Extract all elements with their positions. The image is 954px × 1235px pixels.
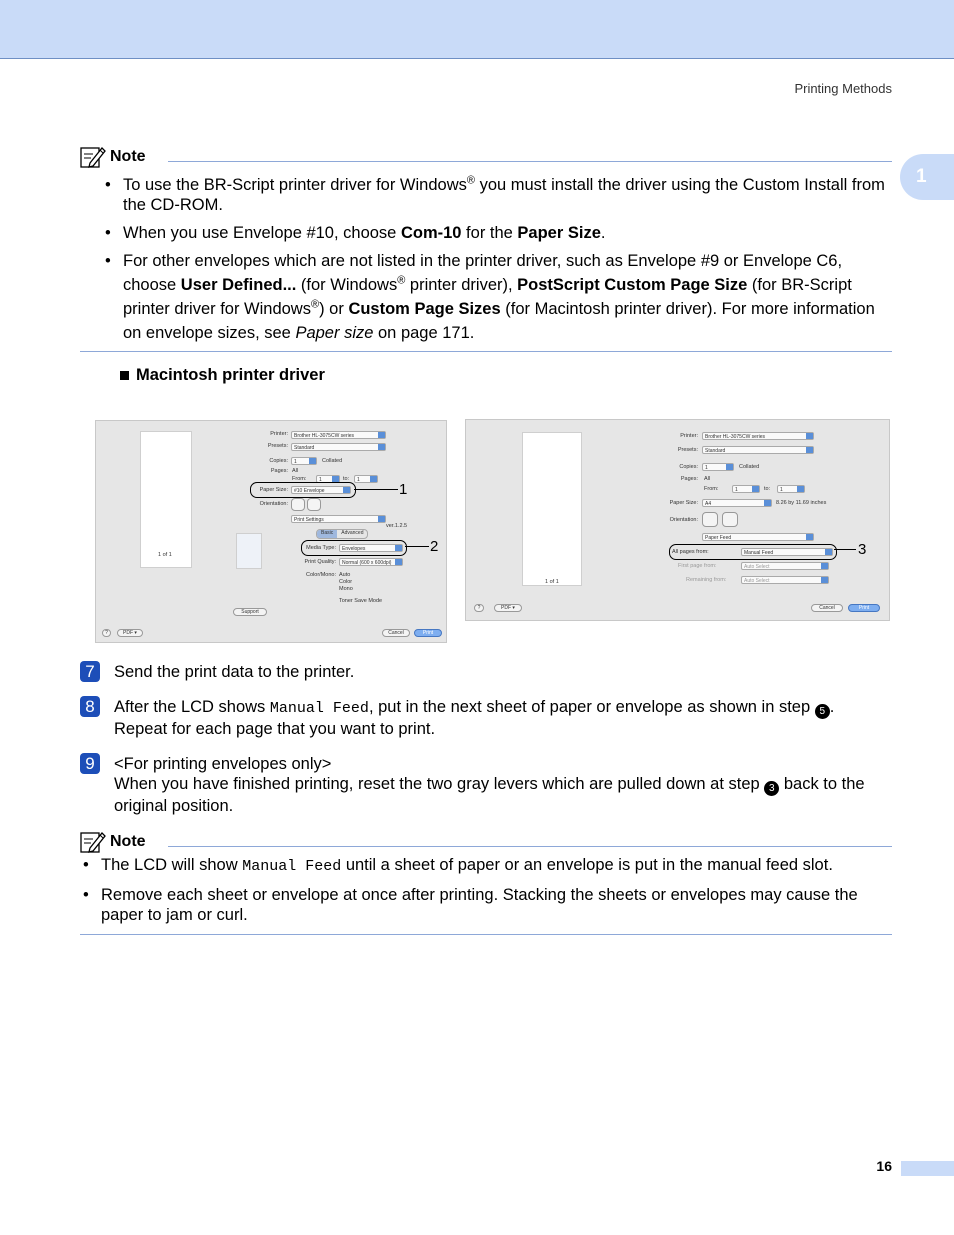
note-item: • To use the BR-Script printer driver for Windows® you must install the driver using the Custom Install from the CD-ROM. bbox=[103, 175, 893, 215]
panel-select[interactable]: Paper Feed bbox=[702, 533, 814, 541]
remaining-from-select[interactable]: Auto Select bbox=[741, 576, 829, 584]
support-button[interactable]: Support bbox=[233, 608, 267, 616]
print-button[interactable]: Print bbox=[848, 604, 880, 612]
note-list bbox=[81, 855, 893, 933]
step-9: 9 <For printing envelopes only> When you have finished printing, reset the two gray levers which are pulled down at step 3 back to the original position. bbox=[80, 754, 892, 816]
page-number: 16 bbox=[876, 1158, 892, 1174]
step-number-badge: 7 bbox=[80, 661, 100, 682]
portrait-icon[interactable] bbox=[291, 498, 305, 511]
media-type-select[interactable]: Envelopes bbox=[339, 544, 403, 552]
step-number-badge: 9 bbox=[80, 753, 100, 774]
callout-line-1 bbox=[354, 489, 398, 490]
note-heading bbox=[80, 145, 146, 169]
presets-select[interactable]: Standard bbox=[291, 443, 386, 451]
printer-select[interactable]: Brother HL-3075CW series bbox=[291, 431, 386, 439]
callout-line-3 bbox=[834, 549, 856, 550]
note-item: • Remove each sheet or envelope at once after printing. Stacking the sheets or envelopes may cause the paper to jam or curl. bbox=[81, 885, 893, 925]
help-button[interactable]: ? bbox=[102, 629, 111, 637]
document-illustration-icon bbox=[236, 533, 262, 569]
copies-field[interactable]: 1 bbox=[702, 463, 734, 471]
step-8: 8 After the LCD shows Manual Feed, put in the next sheet of paper or envelope as shown in step 5 . Repeat for each page that you want to print. bbox=[80, 697, 892, 739]
note-item: • For other envelopes which are not listed in the printer driver, such as Envelope #9 or Envelope C6, choose User Defined... (for Windows® printer driver), PostScript Custom Page Size (for BR-Script printer driver for Windows®) or Custom Page Sizes (for Macintosh printer driver). For more information on envelope sizes, see Paper size on page 171. bbox=[103, 249, 893, 345]
callout-line-2 bbox=[405, 546, 429, 547]
section-title: Printing Methods bbox=[794, 81, 892, 96]
presets-select[interactable]: Standard bbox=[702, 446, 814, 454]
print-dialog-screenshot-2: Printer: Brother HL-3075CW series Presets: Standard Copies: 1 Collated Pages: All From: 1 to: 1 Paper Size: A4 8.26 by 11.69 inches Orientation: Paper Feed All pages from: Manual Feed First page from: Auto Select Remaining from: Auto Select 1 of 1 ? PDF ▾ Cancel Print bbox=[465, 419, 890, 621]
callout-number-3: 3 bbox=[858, 541, 867, 558]
note-end-rule bbox=[80, 351, 892, 352]
portrait-icon[interactable] bbox=[702, 512, 718, 527]
note-pencil-icon bbox=[80, 830, 106, 854]
from-field[interactable]: 1 bbox=[316, 475, 340, 483]
note-pencil-icon bbox=[80, 145, 106, 169]
callout-number-2: 2 bbox=[430, 538, 439, 555]
to-field[interactable]: 1 bbox=[354, 475, 378, 483]
landscape-icon[interactable] bbox=[722, 512, 738, 527]
note-item: • When you use Envelope #10, choose Com-10 for the Paper Size. bbox=[103, 223, 893, 243]
square-bullet-icon bbox=[120, 371, 129, 380]
page-number-bar bbox=[901, 1161, 954, 1176]
help-button[interactable]: ? bbox=[474, 604, 484, 612]
cancel-button[interactable]: Cancel bbox=[811, 604, 843, 612]
note-list bbox=[103, 175, 893, 353]
page-preview bbox=[522, 432, 582, 586]
first-page-from-select[interactable]: Auto Select bbox=[741, 562, 829, 570]
callout-number-1: 1 bbox=[399, 481, 408, 498]
header-band bbox=[0, 0, 954, 59]
note-item: • The LCD will show Manual Feed until a sheet of paper or an envelope is put in the manual feed slot. bbox=[81, 855, 893, 877]
printer-select[interactable]: Brother HL-3075CW series bbox=[702, 432, 814, 440]
subheading: Macintosh printer driver bbox=[120, 366, 325, 385]
note-end-rule bbox=[80, 934, 892, 935]
all-pages-from-select[interactable]: Manual Feed bbox=[741, 548, 833, 556]
landscape-icon[interactable] bbox=[307, 498, 321, 511]
page-preview bbox=[140, 431, 192, 568]
copies-field[interactable]: 1 bbox=[291, 457, 317, 465]
step-number-badge: 8 bbox=[80, 696, 100, 717]
from-field[interactable]: 1 bbox=[732, 485, 760, 493]
print-button[interactable]: Print bbox=[414, 629, 442, 637]
callout-ring-2 bbox=[301, 540, 407, 556]
note-rule bbox=[168, 846, 892, 847]
note-heading bbox=[80, 830, 146, 854]
note-label: Note bbox=[110, 148, 146, 165]
note-label: Note bbox=[110, 833, 146, 850]
print-dialog-screenshot-1: Printer: Brother HL-3075CW series Presets: Standard Copies: 1 Collated Pages: All From: 1 to: 1 Paper Size: #10 Envelope Orientation: Print Settings Basic Advanced ver.1.2.5 Media Type: Envelopes Print Quality: Normal (600 x 600dpi) Color/Mono: Auto Color Mono Toner Save Mode 1 of 1 Support ? PDF ▾ Cancel Print bbox=[95, 420, 447, 643]
step-7: 7 Send the print data to the printer. bbox=[80, 662, 892, 682]
panel-select[interactable]: Print Settings bbox=[291, 515, 386, 523]
paper-size-select[interactable]: A4 bbox=[702, 499, 772, 507]
cancel-button[interactable]: Cancel bbox=[382, 629, 410, 637]
callout-ring-3 bbox=[669, 544, 837, 560]
step-reference-badge: 3 bbox=[764, 781, 779, 796]
to-field[interactable]: 1 bbox=[777, 485, 805, 493]
pdf-button[interactable]: PDF ▾ bbox=[117, 629, 143, 637]
pdf-button[interactable]: PDF ▾ bbox=[494, 604, 522, 612]
step-reference-badge: 5 bbox=[815, 704, 830, 719]
print-quality-select[interactable]: Normal (600 x 600dpi) bbox=[339, 558, 403, 566]
tab-switcher[interactable]: Basic Advanced bbox=[316, 529, 368, 539]
note-rule bbox=[168, 161, 892, 162]
chapter-tab: 1 bbox=[900, 154, 954, 200]
callout-ring-1 bbox=[250, 482, 356, 498]
paper-size-select[interactable]: #10 Envelope bbox=[291, 486, 351, 494]
